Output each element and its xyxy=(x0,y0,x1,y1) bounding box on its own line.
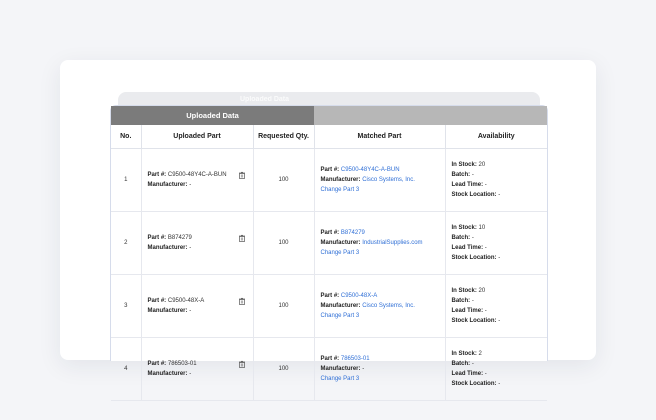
uploaded-part-number: C9500-48X-A xyxy=(167,298,205,304)
stock-location-label: Stock Location: xyxy=(451,318,497,324)
trash-icon[interactable] xyxy=(239,298,245,305)
uploaded-manufacturer: - xyxy=(189,308,192,314)
manufacturer-label: Manufacturer: xyxy=(320,303,361,309)
manufacturer-label: Manufacturer: xyxy=(320,366,361,372)
trash-icon[interactable] xyxy=(239,361,245,368)
header-requested-qty: Requested Qty. xyxy=(253,125,314,149)
row-number: 4 xyxy=(111,338,141,401)
stock-location-value: - xyxy=(498,192,501,198)
change-part-link[interactable]: Change Part 3 xyxy=(320,313,360,319)
in-stock-label: In Stock: xyxy=(451,288,477,294)
table-row xyxy=(111,338,547,401)
matched-part-link[interactable]: B874279 xyxy=(340,230,365,236)
table-header-row xyxy=(111,125,547,149)
matched-part-link[interactable]: C9500-48Y4C-A-BUN xyxy=(340,167,400,173)
matched-part-link[interactable]: C9500-48X-A xyxy=(340,293,378,299)
lead-time-value: - xyxy=(484,245,487,251)
uploaded-part-cell xyxy=(141,338,253,401)
manufacturer-label: Manufacturer: xyxy=(320,177,361,183)
stock-location-label: Stock Location: xyxy=(451,381,497,387)
stock-location-label: Stock Location: xyxy=(451,255,497,261)
lead-time-label: Lead Time: xyxy=(451,371,484,377)
ghost-tab-label: Uploaded Data xyxy=(240,96,290,103)
uploaded-data-band xyxy=(111,106,314,125)
in-stock-value: 10 xyxy=(478,225,486,231)
matched-part-cell xyxy=(314,149,445,212)
change-part-link[interactable]: Change Part 3 xyxy=(320,250,360,256)
matched-part-cell xyxy=(314,275,445,338)
matched-manufacturer-link[interactable]: Cisco Systems, Inc. xyxy=(362,303,415,309)
matched-data-band xyxy=(314,106,547,125)
manufacturer-label: Manufacturer: xyxy=(320,240,361,246)
requested-qty: 100 xyxy=(253,338,314,401)
change-part-link[interactable]: Change Part 3 xyxy=(320,376,360,382)
trash-icon[interactable] xyxy=(239,172,245,179)
batch-label: Batch: xyxy=(451,361,471,367)
table-row xyxy=(111,149,547,212)
requested-qty: 100 xyxy=(253,149,314,212)
header-uploaded-part: Uploaded Part xyxy=(141,125,253,149)
uploaded-part-cell xyxy=(141,149,253,212)
batch-value: - xyxy=(471,361,474,367)
change-part-link[interactable]: Change Part 3 xyxy=(320,187,360,193)
part-label: Part #: xyxy=(147,298,167,304)
uploaded-part-number: B874279 xyxy=(167,235,192,241)
matched-part-link[interactable]: 786503-01 xyxy=(340,356,370,362)
in-stock-value: 20 xyxy=(478,162,486,168)
row-number: 2 xyxy=(111,212,141,275)
part-label: Part #: xyxy=(320,167,340,173)
requested-qty: 100 xyxy=(253,212,314,275)
results-card xyxy=(60,60,596,387)
matched-part-cell xyxy=(314,338,445,401)
part-label: Part #: xyxy=(147,235,167,241)
lead-time-value: - xyxy=(484,182,487,188)
manufacturer-label: Manufacturer: xyxy=(147,245,188,251)
matched-manufacturer-link[interactable]: Cisco Systems, Inc. xyxy=(362,177,415,183)
lead-time-label: Lead Time: xyxy=(451,182,484,188)
batch-label: Batch: xyxy=(451,298,471,304)
requested-qty: 100 xyxy=(253,275,314,338)
stock-location-label: Stock Location: xyxy=(451,192,497,198)
uploaded-data-label: Uploaded Data xyxy=(186,111,239,120)
availability-cell xyxy=(445,338,547,401)
in-stock-label: In Stock: xyxy=(451,162,477,168)
lead-time-value: - xyxy=(484,371,487,377)
lead-time-value: - xyxy=(484,308,487,314)
part-label: Part #: xyxy=(320,230,340,236)
uploaded-manufacturer: - xyxy=(189,245,192,251)
stock-location-value: - xyxy=(498,255,501,261)
table-row xyxy=(111,275,547,338)
manufacturer-label: Manufacturer: xyxy=(147,371,188,377)
uploaded-part-number: C9500-48Y4C-A-BUN xyxy=(167,172,227,178)
uploaded-manufacturer: - xyxy=(189,371,192,377)
availability-cell xyxy=(445,212,547,275)
parts-table-container xyxy=(110,105,548,387)
parts-table xyxy=(111,125,547,401)
uploaded-part-cell xyxy=(141,212,253,275)
batch-label: Batch: xyxy=(451,235,471,241)
header-no: No. xyxy=(111,125,141,149)
matched-manufacturer-link[interactable]: IndustrialSupplies.com xyxy=(362,240,423,246)
matched-manufacturer: - xyxy=(362,366,365,372)
stock-location-value: - xyxy=(498,381,501,387)
lead-time-label: Lead Time: xyxy=(451,245,484,251)
manufacturer-label: Manufacturer: xyxy=(147,308,188,314)
in-stock-label: In Stock: xyxy=(451,225,477,231)
row-number: 1 xyxy=(111,149,141,212)
manufacturer-label: Manufacturer: xyxy=(147,182,188,188)
availability-cell xyxy=(445,149,547,212)
stock-location-value: - xyxy=(498,318,501,324)
batch-value: - xyxy=(471,172,474,178)
uploaded-part-number: 786503-01 xyxy=(167,361,197,367)
batch-value: - xyxy=(471,235,474,241)
in-stock-value: 2 xyxy=(478,351,482,357)
uploaded-part-cell xyxy=(141,275,253,338)
trash-icon[interactable] xyxy=(239,235,245,242)
part-label: Part #: xyxy=(320,293,340,299)
batch-label: Batch: xyxy=(451,172,471,178)
part-label: Part #: xyxy=(147,361,167,367)
batch-value: - xyxy=(471,298,474,304)
table-row xyxy=(111,212,547,275)
lead-time-label: Lead Time: xyxy=(451,308,484,314)
header-availability: Availability xyxy=(445,125,547,149)
availability-cell xyxy=(445,275,547,338)
in-stock-label: In Stock: xyxy=(451,351,477,357)
in-stock-value: 20 xyxy=(478,288,486,294)
part-label: Part #: xyxy=(320,356,340,362)
header-matched-part: Matched Part xyxy=(314,125,445,149)
matched-part-cell xyxy=(314,212,445,275)
uploaded-manufacturer: - xyxy=(189,182,192,188)
part-label: Part #: xyxy=(147,172,167,178)
row-number: 3 xyxy=(111,275,141,338)
